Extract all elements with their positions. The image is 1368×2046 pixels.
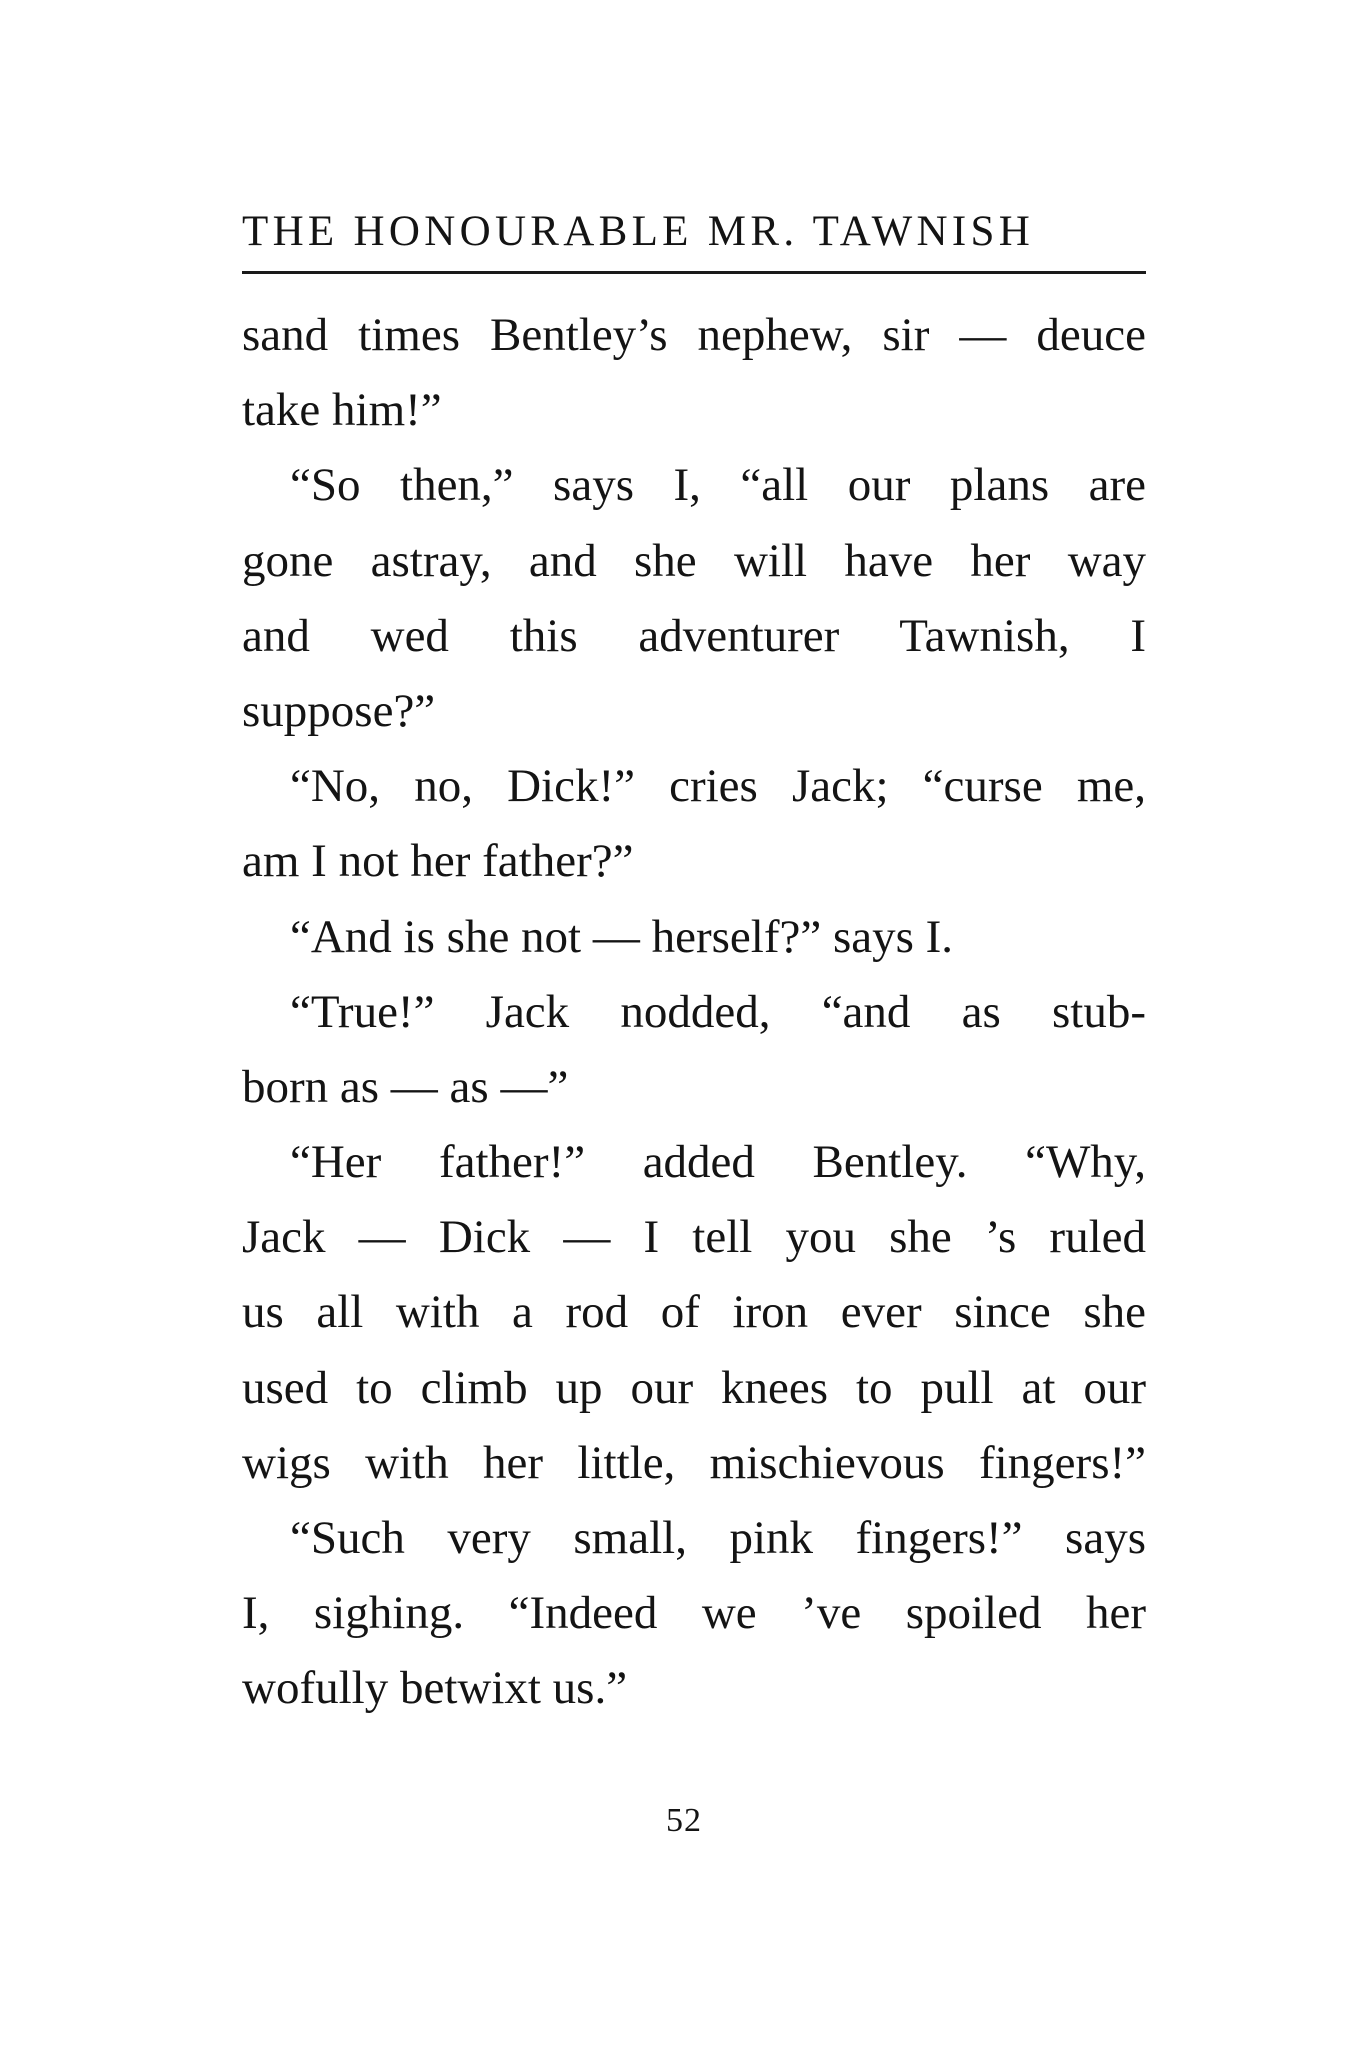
body-text [242,298,1146,1727]
text-line: “So then,” says I, “all our plans are [290,459,1146,512]
text-line: wigs with her little, mischievous fingers!” [242,1436,1146,1489]
text-line: “Such very small, pink fingers!” says [290,1512,1146,1564]
running-head: THE HONOURABLE MR. TAWNISH [242,208,1035,255]
text-line: “No, no, Dick!” cries Jack; “curse me, [290,760,1146,813]
text-line: sand times Bentley’s nephew, sir — deuce [242,309,1146,361]
text-line: “And is she not — herself?” says I. [290,910,954,963]
text-line: am I not her father?” [242,835,634,888]
text-line: us all with a rod of iron ever since she [242,1286,1146,1339]
text-line: wofully betwixt us.” [242,1662,628,1715]
text-line: I, sighing. “Indeed we ’ve spoiled her [242,1587,1146,1640]
text-line: suppose?” [242,684,436,737]
header-rule [242,271,1146,274]
text-line: “True!” Jack nodded, “and as stub- [290,985,1146,1038]
page-number: 52 [666,1802,702,1839]
text-line: Jack — Dick — I tell you she ’s ruled [242,1211,1146,1264]
text-line: “Her father!” added Bentley. “Why, [290,1136,1146,1189]
text-line: take him!” [242,384,442,437]
text-line: gone astray, and she will have her way [242,534,1146,587]
text-line: used to climb up our knees to pull at our [242,1361,1146,1414]
text-line: born as — as —” [242,1060,569,1113]
text-line: and wed this adventurer Tawnish, I [242,609,1146,662]
